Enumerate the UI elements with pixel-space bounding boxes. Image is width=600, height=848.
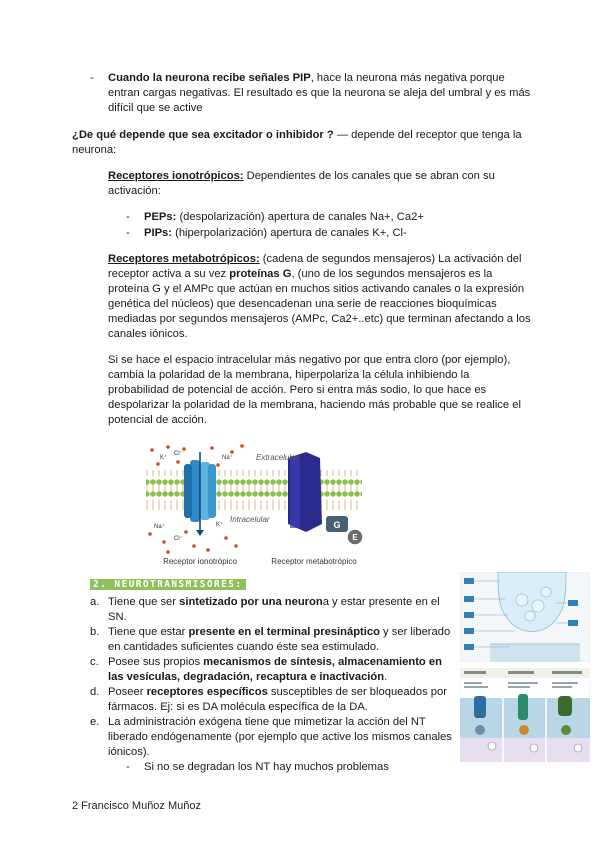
metabotropic-line-5: mediadas por segundos mensajeros (AMPc, Ca2+..etc) que terminan afectando a los — [108, 313, 531, 325]
paragraph-line: cambia la polaridad de la membrana, hiperpolariza la célula inhibiendo la — [108, 369, 470, 381]
metabotropic-line-4: genética del núcleos) que desencadenan una serie de reacciones bioquímicas — [108, 298, 497, 310]
intro-line-1: Cuando la neurona recibe señales PIP, hace la neurona más negativa porque — [108, 72, 505, 84]
criterion-e-line-2: liberado endógenamente (por ejemplo que active los mismos canales — [108, 731, 452, 743]
caption-metabotropic: Receptor metabotrópico — [271, 557, 357, 566]
question-line-1: ¿De qué depende que sea excitador o inhibidor ? — depende del receptor que tenga la — [72, 129, 522, 141]
pips-item: PIPs: (hiperpolarización) apertura de canales K+, Cl- — [144, 227, 407, 239]
question-line-2: neurona: — [72, 144, 117, 156]
bullet-dash: - — [90, 72, 94, 84]
intro-line-2: entran cargas negativas. El resultado es que la neurona se aleja del umbral y es más — [108, 87, 531, 99]
metabotropic-line-2: receptor activa a su vez proteínas G, (uno de los segundos mensajeros es la — [108, 268, 493, 280]
metabotropic-line-3: proteína G y el AMPc que actúan en muchos sitios activando canales o la expresión — [108, 283, 525, 295]
criterion-d: Poseer receptores específicos susceptibles de ser bloqueados por — [108, 686, 447, 698]
sub-bullet-dash: - — [126, 761, 130, 773]
ion-label: Cl⁻ — [174, 536, 183, 542]
paragraph-line: potencial de acción. — [108, 414, 207, 426]
item-letter: e. — [90, 716, 100, 728]
criterion-b: Tiene que estar presente en el terminal presináptico y ser liberado — [108, 626, 451, 638]
page-footer: 2 Francisco Muñoz Muñoz — [72, 800, 201, 812]
criterion-e: La administración exógena tiene que mimetizar la acción del NT — [108, 716, 426, 728]
ion-label: Cl⁻ — [174, 451, 183, 457]
ionotropic-line-2: activación: — [108, 185, 161, 197]
paragraph-line: despolarizar la polaridad de la membrana, haciendo más probable que se realice el — [108, 399, 521, 411]
criterion-d-line-2: fármacos. Ej: si es DA molécula específica de la DA. — [108, 701, 368, 713]
metabotropic-line-1: Receptores metabotrópicos: (cadena de segundos mensajeros) La activación del — [108, 253, 522, 265]
criterion-e-line-3: iónicos). — [108, 746, 150, 758]
extracellular-label: Extracelular — [256, 453, 299, 462]
receptor-types-diagram — [460, 668, 590, 762]
membrane-outer-layer — [146, 470, 362, 490]
item-letter: c. — [90, 656, 99, 668]
criterion-c: Posee sus propios mecanismos de síntesis, almacenamiento en — [108, 656, 442, 668]
ion-label: K⁺ — [160, 455, 168, 461]
effector-label: E — [352, 533, 358, 542]
criterion-a-line-2: SN. — [108, 611, 127, 623]
peps-dash: - — [126, 211, 130, 223]
ion-label: K⁺ — [216, 522, 224, 528]
item-letter: b. — [90, 626, 100, 638]
item-letter: d. — [90, 686, 100, 698]
intracellular-label: Intracelular — [230, 515, 270, 524]
sub-bullet: Si no se degradan los NT hay muchos problemas — [144, 761, 389, 773]
g-protein-label: G — [333, 520, 341, 530]
ion-label: Na⁺ — [222, 455, 233, 461]
item-letter: a. — [90, 596, 100, 608]
ionotropic-line-1: Receptores ionotrópicos: Dependientes de los canales que se abran con su — [108, 170, 495, 182]
metabotropic-line-6: canales iónicos. — [108, 328, 188, 340]
synapse-diagram — [460, 572, 590, 662]
receptor-figure — [138, 438, 368, 570]
section-heading — [90, 578, 246, 591]
intro-line-3: difícil que se active — [108, 102, 203, 114]
ion-label: Na⁺ — [154, 524, 165, 530]
caption-ionotropic: Receptor ionotrópico — [163, 557, 237, 566]
criterion-a: Tiene que ser sintetizado por una neurona y estar presente en el — [108, 596, 440, 608]
paragraph-line: Si se hace el espacio intracelular más negativo por que entra cloro (por ejemplo), — [108, 354, 511, 366]
membrane-inner-layer — [146, 490, 362, 510]
criterion-b-line-2: en cantidades suficientes cuando éste sea estimulado. — [108, 641, 380, 653]
peps-item: PEPs: (despolarización) apertura de canales Na+, Ca2+ — [144, 211, 424, 223]
paragraph-line: probabilidad de potencial de acción. Pero si entra más sodio, lo que hace es — [108, 384, 487, 396]
section-2-title: 2. NEUROTRANSMISORES: — [90, 579, 246, 590]
criterion-c-line-2: las vesículas, degradación, recaptura e inactivación. — [108, 671, 388, 683]
pips-dash: - — [126, 227, 130, 239]
